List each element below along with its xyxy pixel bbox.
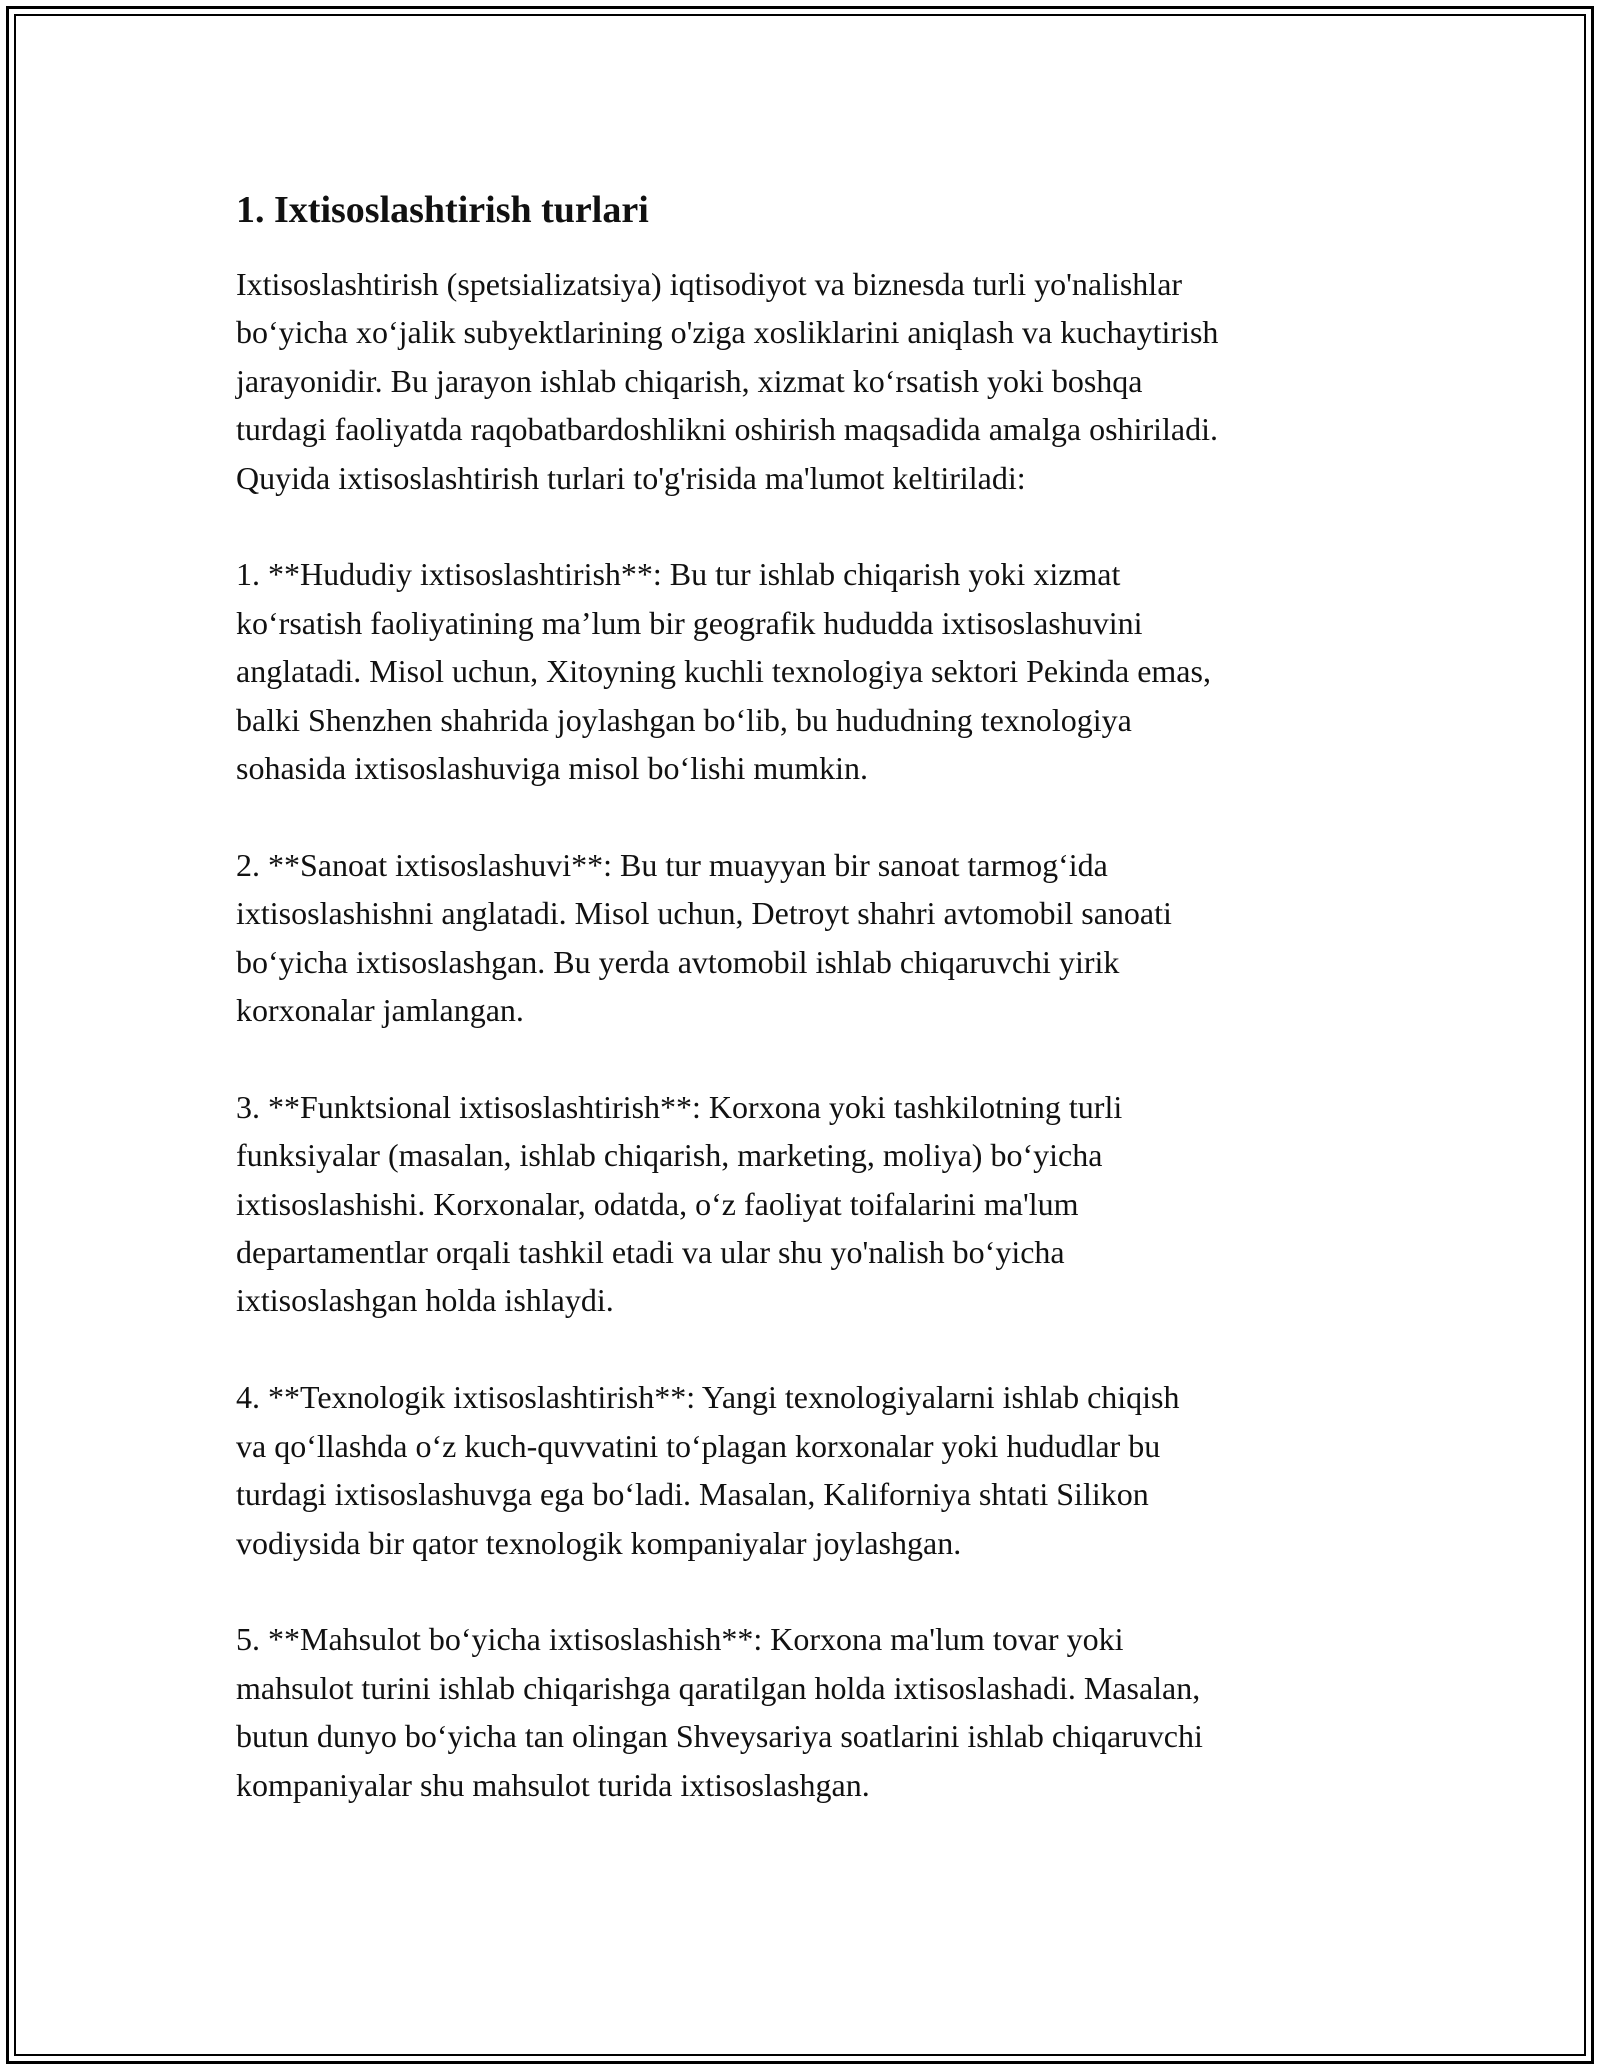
text-line: turdagi faoliyatda raqobatbardoshlikni oshirish maqsadida amalga oshiriladi. bbox=[236, 411, 1218, 448]
text-line: vodiysida bir qator texnologik kompaniyalar joylashgan. bbox=[236, 1524, 962, 1561]
document-body bbox=[236, 186, 1376, 1809]
list-item-2 bbox=[236, 841, 1376, 1035]
text-line: sohasida ixtisoslashuviga misol bo‘lishi mumkin. bbox=[236, 750, 868, 787]
text-line: anglatadi. Misol uchun, Xitoyning kuchli texnologiya sektori Pekinda emas, bbox=[236, 653, 1211, 690]
list-item-1 bbox=[236, 550, 1376, 792]
list-item-4 bbox=[236, 1373, 1376, 1567]
intro-paragraph bbox=[236, 260, 1376, 502]
list-item-3 bbox=[236, 1083, 1376, 1325]
text-line: 5. **Mahsulot bo‘yicha ixtisoslashish**: Korxona ma'lum tovar yoki bbox=[236, 1621, 1124, 1658]
text-line: jarayonidir. Bu jarayon ishlab chiqarish, xizmat ko‘rsatish yoki boshqa bbox=[236, 362, 1143, 399]
list-item-5 bbox=[236, 1615, 1376, 1809]
text-line: butun dunyo bo‘yicha tan olingan Shveysariya soatlarini ishlab chiqaruvchi bbox=[236, 1718, 1203, 1755]
text-line: ixtisoslashgan holda ishlaydi. bbox=[236, 1282, 614, 1319]
text-line: ko‘rsatish faoliyatining ma’lum bir geografik hududda ixtisoslashuvini bbox=[236, 604, 1143, 641]
text-line: 3. **Funktsional ixtisoslashtirish**: Korxona yoki tashkilotning turli bbox=[236, 1088, 1123, 1125]
text-line: 1. **Hududiy ixtisoslashtirish**: Bu tur ishlab chiqarish yoki xizmat bbox=[236, 556, 1121, 593]
text-line: korxonalar jamlangan. bbox=[236, 992, 524, 1029]
text-line: departamentlar orqali tashkil etadi va ular shu yo'nalish bo‘yicha bbox=[236, 1234, 1065, 1271]
text-line: bo‘yicha xo‘jalik subyektlarining o'ziga xosliklarini aniqlash va kuchaytirish bbox=[236, 314, 1219, 351]
text-line: funksiyalar (masalan, ishlab chiqarish, marketing, moliya) bo‘yicha bbox=[236, 1137, 1103, 1174]
text-line: Quyida ixtisoslashtirish turlari to'g'risida ma'lumot keltiriladi: bbox=[236, 459, 1026, 496]
text-line: bo‘yicha ixtisoslashgan. Bu yerda avtomobil ishlab chiqaruvchi yirik bbox=[236, 943, 1120, 980]
text-line: kompaniyalar shu mahsulot turida ixtisoslashgan. bbox=[236, 1766, 870, 1803]
document-title: 1. Ixtisoslashtirish turlari bbox=[236, 189, 649, 231]
text-line: turdagi ixtisoslashuvga ega bo‘ladi. Masalan, Kaliforniya shtati Silikon bbox=[236, 1476, 1149, 1513]
text-line: 4. **Texnologik ixtisoslashtirish**: Yangi texnologiyalarni ishlab chiqish bbox=[236, 1379, 1180, 1416]
text-line: balki Shenzhen shahrida joylashgan bo‘lib, bu hududning texnologiya bbox=[236, 701, 1132, 738]
text-line: mahsulot turini ishlab chiqarishga qaratilgan holda ixtisoslashadi. Masalan, bbox=[236, 1669, 1201, 1706]
text-line: ixtisoslashishi. Korxonalar, odatda, o‘z faoliyat toifalarini ma'lum bbox=[236, 1185, 1079, 1222]
text-line: 2. **Sanoat ixtisoslashuvi**: Bu tur muayyan bir sanoat tarmog‘ida bbox=[236, 846, 1108, 883]
text-line: va qo‘llashda o‘z kuch-quvvatini to‘plagan korxonalar yoki hududlar bu bbox=[236, 1427, 1161, 1464]
text-line: ixtisoslashishni anglatadi. Misol uchun, Detroyt shahri avtomobil sanoati bbox=[236, 895, 1172, 932]
text-line: Ixtisoslashtirish (spetsializatsiya) iqtisodiyot va biznesda turli yo'nalishlar bbox=[236, 266, 1183, 302]
